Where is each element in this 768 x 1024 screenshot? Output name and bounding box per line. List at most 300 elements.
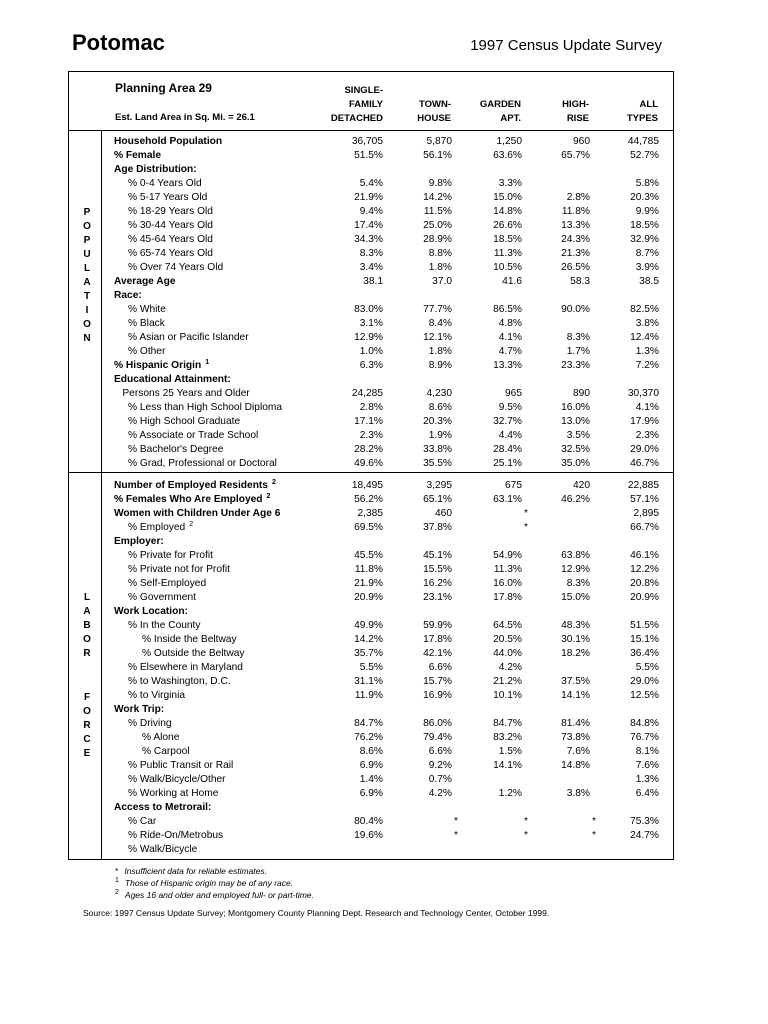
table-cell: 20.9% xyxy=(630,592,659,603)
table-cell: 46.2% xyxy=(561,494,590,505)
table-cell: * xyxy=(592,830,596,841)
table-cell: 1.9% xyxy=(428,430,452,441)
table-cell: 45.1% xyxy=(423,550,452,561)
row-label xyxy=(128,401,282,415)
table-cell: 11.3% xyxy=(493,564,522,575)
table-cell: 6.9% xyxy=(359,760,383,771)
table-cell: 23.3% xyxy=(561,360,590,371)
row-label-text: % Employed xyxy=(128,522,186,533)
table-cell: 21.9% xyxy=(354,578,383,589)
col-header-single-family: SINGLE- FAMILY DETACHED xyxy=(330,85,383,124)
table-cell: 20.9% xyxy=(354,592,383,603)
table-cell: 5.4% xyxy=(359,178,383,189)
table-cell: 18.5% xyxy=(493,234,522,245)
row-label-text: % Government xyxy=(128,592,196,603)
table-cell: 13.3% xyxy=(493,360,522,371)
table-cell: 12.9% xyxy=(561,564,590,575)
table-cell: 45.5% xyxy=(354,550,383,561)
row-label xyxy=(128,759,233,773)
table-cell: 7.6% xyxy=(635,760,659,771)
table-cell: 15.7% xyxy=(423,676,452,687)
table-cell: 4.2% xyxy=(428,788,452,799)
row-label xyxy=(142,633,237,647)
source-note: Source: 1997 Census Update Survey; Montgomery County Planning Dept. Research and Technology Center, October 1999. xyxy=(83,908,550,918)
table-cell: 37.5% xyxy=(561,676,590,687)
row-label xyxy=(128,619,201,633)
table-cell: 12.5% xyxy=(630,690,659,701)
side-letter: A xyxy=(83,277,91,288)
table-cell: 12.2% xyxy=(630,564,659,575)
table-cell: 81.4% xyxy=(561,718,590,729)
row-label xyxy=(128,205,213,219)
table-cell: 5.5% xyxy=(359,662,383,673)
table-cell: 30,370 xyxy=(627,388,659,399)
table-cell: 83.0% xyxy=(354,304,383,315)
table-cell: 63.8% xyxy=(561,550,590,561)
col-header-garden-apt: GARDEN APT. xyxy=(479,99,521,124)
row-label-text: % Car xyxy=(128,816,157,827)
row-label xyxy=(114,163,197,177)
row-label xyxy=(128,317,165,331)
row-label xyxy=(122,387,249,401)
table-cell: 24.7% xyxy=(630,830,659,841)
table-cell: 21.9% xyxy=(354,192,383,203)
row-label-text: Access to Metrorail: xyxy=(114,802,212,813)
table-cell: 90.0% xyxy=(561,304,590,315)
table-cell: 2.3% xyxy=(635,430,659,441)
table-cell: 49.6% xyxy=(354,458,383,469)
table-cell: 21.2% xyxy=(493,676,522,687)
row-label-text: % High School Graduate xyxy=(128,416,241,427)
table-cell: 1.5% xyxy=(498,746,522,757)
row-label-text: % Bachelor's Degree xyxy=(128,444,224,455)
table-cell: 2.3% xyxy=(359,430,383,441)
table-cell: 1,250 xyxy=(496,136,522,147)
table-cell: 14.2% xyxy=(423,192,452,203)
table-cell: 460 xyxy=(435,508,452,519)
row-label xyxy=(128,521,193,535)
table-cell: 10.5% xyxy=(493,262,522,273)
table-cell: 17.8% xyxy=(423,634,452,645)
table-cell: 57.1% xyxy=(630,494,659,505)
table-cell: 1.3% xyxy=(635,774,659,785)
row-label xyxy=(114,289,142,303)
table-cell: 86.0% xyxy=(423,718,452,729)
table-cell: 8.3% xyxy=(566,332,590,343)
table-cell: 28.2% xyxy=(354,444,383,455)
table-cell: * xyxy=(524,830,528,841)
table-cell: 9.4% xyxy=(359,206,383,217)
row-label-text: % Black xyxy=(128,318,165,329)
table-cell: 82.5% xyxy=(630,304,659,315)
row-label xyxy=(128,443,223,457)
table-cell: 63.1% xyxy=(493,494,522,505)
table-cell: 20.8% xyxy=(630,578,659,589)
table-cell: 24,285 xyxy=(351,388,383,399)
table-cell: 37.0 xyxy=(432,276,452,287)
table-cell: 4,230 xyxy=(426,388,452,399)
table-cell: 51.5% xyxy=(354,150,383,161)
row-label xyxy=(114,801,211,815)
row-label xyxy=(114,535,164,549)
row-label-text: % Elsewhere in Maryland xyxy=(128,662,243,673)
side-letter: O xyxy=(83,221,91,232)
table-cell: 58.3 xyxy=(570,276,590,287)
row-label-text: % 45-64 Years Old xyxy=(128,234,213,245)
table-cell: 14.1% xyxy=(493,760,522,771)
table-cell: 6.3% xyxy=(359,360,383,371)
row-label-text: % Private not for Profit xyxy=(128,564,230,575)
table-cell: 3.3% xyxy=(498,178,522,189)
table-cell: 48.3% xyxy=(561,620,590,631)
row-label-text: % 0-4 Years Old xyxy=(128,178,202,189)
table-cell: 8.7% xyxy=(635,248,659,259)
table-cell: 10.1% xyxy=(493,690,522,701)
table-cell: 7.6% xyxy=(566,746,590,757)
row-label xyxy=(128,591,196,605)
table-cell: 890 xyxy=(573,388,590,399)
table-cell: 76.7% xyxy=(630,732,659,743)
table-cell: 52.7% xyxy=(630,150,659,161)
row-label xyxy=(114,605,188,619)
row-label xyxy=(128,247,213,261)
side-letter: L xyxy=(83,592,91,603)
row-label-text: % White xyxy=(128,304,166,315)
table-cell: 2.8% xyxy=(359,402,383,413)
row-label xyxy=(128,661,243,675)
table-cell: 29.0% xyxy=(630,676,659,687)
table-cell: 6.9% xyxy=(359,788,383,799)
side-letter: A xyxy=(83,606,91,617)
table-cell: 77.7% xyxy=(423,304,452,315)
table-cell: 46.1% xyxy=(630,550,659,561)
table-cell: 5.5% xyxy=(635,662,659,673)
table-cell: 0.7% xyxy=(428,774,452,785)
table-cell: 8.9% xyxy=(428,360,452,371)
row-label-text: % Females Who Are Employed xyxy=(114,494,263,505)
row-label xyxy=(114,359,209,373)
table-cell: 14.8% xyxy=(561,760,590,771)
row-label xyxy=(142,731,179,745)
table-cell: * xyxy=(524,522,528,533)
row-label-text: Educational Attainment: xyxy=(114,374,231,385)
row-label xyxy=(128,331,249,345)
table-cell: 2.8% xyxy=(566,192,590,203)
table-cell: 11.8% xyxy=(354,564,383,575)
table-cell: 3.4% xyxy=(359,262,383,273)
table-cell: 56.2% xyxy=(354,494,383,505)
row-label-text: % 30-44 Years Old xyxy=(128,220,213,231)
table-cell: * xyxy=(524,816,528,827)
table-cell: 25.1% xyxy=(493,458,522,469)
table-cell: 15.1% xyxy=(630,634,659,645)
table-cell: 19.6% xyxy=(354,830,383,841)
row-label xyxy=(128,261,223,275)
row-label xyxy=(128,773,226,787)
row-label-text: Women with Children Under Age 6 xyxy=(114,508,281,519)
table-cell: 35.5% xyxy=(423,458,452,469)
table-cell: 18.5% xyxy=(630,220,659,231)
table-cell: 16.9% xyxy=(423,690,452,701)
table-cell: 64.5% xyxy=(493,620,522,631)
table-cell: 29.0% xyxy=(630,444,659,455)
col-header-townhouse: TOWN- HOUSE xyxy=(417,99,451,124)
table-cell: 16.2% xyxy=(423,578,452,589)
table-cell: 23.1% xyxy=(423,592,452,603)
table-cell: 17.8% xyxy=(493,592,522,603)
section-divider xyxy=(68,472,674,473)
page-title: Potomac xyxy=(72,30,165,55)
row-label-text: % Grad, Professional or Doctoral xyxy=(128,458,277,469)
table-cell: 31.1% xyxy=(354,676,383,687)
row-label-text: % to Virginia xyxy=(128,690,186,701)
survey-subtitle: 1997 Census Update Survey xyxy=(470,37,662,54)
table-cell: 12.4% xyxy=(630,332,659,343)
side-letter: P xyxy=(83,235,91,246)
table-cell: 1.8% xyxy=(428,262,452,273)
row-label-text: % Less than High School Diploma xyxy=(128,402,283,413)
table-cell: 3.1% xyxy=(359,318,383,329)
row-label-text: % Carpool xyxy=(142,746,190,757)
side-letter: L xyxy=(83,263,91,274)
row-label-text: Average Age xyxy=(114,276,176,287)
table-cell: 5.8% xyxy=(635,178,659,189)
table-cell: * xyxy=(524,508,528,519)
table-cell: 965 xyxy=(505,388,522,399)
row-label xyxy=(128,829,223,843)
table-cell: 24.3% xyxy=(561,234,590,245)
footnote-mark: * xyxy=(115,866,119,876)
row-label-text: % Driving xyxy=(128,718,172,729)
table-cell: 56.1% xyxy=(423,150,452,161)
table-cell: * xyxy=(454,816,458,827)
row-label xyxy=(142,745,190,759)
row-label-text: % Hispanic Origin xyxy=(114,360,202,371)
footnote-ref: 2 xyxy=(266,492,271,500)
row-label xyxy=(128,843,197,857)
table-cell: 13.0% xyxy=(561,416,590,427)
row-label xyxy=(114,703,164,717)
row-label-text: % Private for Profit xyxy=(128,550,213,561)
table-cell: 960 xyxy=(573,136,590,147)
table-cell: 38.1 xyxy=(363,276,383,287)
table-cell: 38.5 xyxy=(639,276,659,287)
footnote-text: Ages 16 and older and employed full- or part-time. xyxy=(124,890,314,900)
col-header-all-types: ALL TYPES xyxy=(626,99,658,124)
row-label-text: % 5-17 Years Old xyxy=(128,192,208,203)
table-cell: 35.7% xyxy=(354,648,383,659)
table-cell: 9.2% xyxy=(428,760,452,771)
row-label-text: % Self-Employed xyxy=(128,578,207,589)
table-cell: 11.3% xyxy=(493,248,522,259)
table-cell: 14.8% xyxy=(493,206,522,217)
table-cell: 51.5% xyxy=(630,620,659,631)
labor-force-side-label xyxy=(77,591,97,761)
table-cell: 37.8% xyxy=(423,522,452,533)
row-label xyxy=(128,233,213,247)
table-cell: 17.9% xyxy=(630,416,659,427)
table-cell: 66.7% xyxy=(630,522,659,533)
table-cell: 8.1% xyxy=(635,746,659,757)
row-label-text: % Ride-On/Metrobus xyxy=(128,830,224,841)
table-cell: 86.5% xyxy=(493,304,522,315)
table-cell: 36,705 xyxy=(351,136,383,147)
table-cell: 30.1% xyxy=(561,634,590,645)
footnote xyxy=(115,890,314,900)
row-label-text: Employer: xyxy=(114,536,164,547)
table-cell: 26.6% xyxy=(493,220,522,231)
side-letter: E xyxy=(83,748,91,759)
table-cell: 420 xyxy=(573,480,590,491)
header-divider xyxy=(68,130,674,131)
table-cell: 76.2% xyxy=(354,732,383,743)
land-area-label: Est. Land Area in Sq. Mi. = 26.1 xyxy=(115,112,255,123)
table-cell: * xyxy=(454,830,458,841)
table-cell: 34.3% xyxy=(354,234,383,245)
row-label-text: % Other xyxy=(128,346,166,357)
table-cell: 4.1% xyxy=(635,402,659,413)
table-cell: 1.4% xyxy=(359,774,383,785)
table-cell: 9.5% xyxy=(498,402,522,413)
row-label xyxy=(128,577,206,591)
row-label xyxy=(114,507,280,521)
row-label-text: % In the County xyxy=(128,620,201,631)
table-cell: 26.5% xyxy=(561,262,590,273)
table-cell: 80.4% xyxy=(354,816,383,827)
footnote-ref: 1 xyxy=(205,358,210,366)
table-cell: 65.1% xyxy=(423,494,452,505)
table-cell: 11.5% xyxy=(423,206,452,217)
table-cell: 20.3% xyxy=(630,192,659,203)
row-label xyxy=(128,689,185,703)
side-letter: B xyxy=(83,620,91,631)
row-label-text: Persons 25 Years and Older xyxy=(122,388,250,399)
table-cell: 54.9% xyxy=(493,550,522,561)
table-cell: 3,295 xyxy=(426,480,452,491)
table-cell: 4.4% xyxy=(498,430,522,441)
row-label xyxy=(128,303,166,317)
table-cell: 36.4% xyxy=(630,648,659,659)
table-cell: 675 xyxy=(505,480,522,491)
table-cell: 22,885 xyxy=(627,480,659,491)
side-letter: C xyxy=(83,734,91,745)
table-cell: 8.6% xyxy=(428,402,452,413)
table-cell: 8.3% xyxy=(359,248,383,259)
table-cell: 1.7% xyxy=(566,346,590,357)
table-cell: 32.5% xyxy=(561,444,590,455)
row-label xyxy=(128,787,218,801)
side-letter: I xyxy=(85,305,89,316)
row-label-text: Race: xyxy=(114,290,142,301)
row-label xyxy=(128,563,230,577)
table-cell: 79.4% xyxy=(423,732,452,743)
row-label-text: Household Population xyxy=(114,136,223,147)
row-label xyxy=(128,549,213,563)
table-cell: 32.9% xyxy=(630,234,659,245)
row-label xyxy=(128,177,202,191)
table-cell: 4.7% xyxy=(498,346,522,357)
table-cell: 33.8% xyxy=(423,444,452,455)
table-cell: 13.3% xyxy=(561,220,590,231)
row-label xyxy=(128,345,165,359)
table-cell: 8.3% xyxy=(566,578,590,589)
row-label-text: % 18-29 Years Old xyxy=(128,206,213,217)
table-cell: 75.3% xyxy=(630,816,659,827)
col-header-high-rise: HIGH- RISE xyxy=(562,99,589,124)
table-cell: 3.8% xyxy=(635,318,659,329)
table-cell: 12.1% xyxy=(423,332,452,343)
table-cell: 17.1% xyxy=(354,416,383,427)
row-label xyxy=(128,815,156,829)
footnote-text: Insufficient data for reliable estimates. xyxy=(124,866,267,876)
side-letter: O xyxy=(83,319,91,330)
footnote-mark: 2 xyxy=(115,889,119,897)
table-cell: 1.0% xyxy=(359,346,383,357)
row-label xyxy=(114,373,231,387)
row-label xyxy=(114,149,161,163)
row-label xyxy=(114,479,276,493)
table-cell: 5,870 xyxy=(426,136,452,147)
row-label xyxy=(128,219,213,233)
footnote xyxy=(115,878,293,888)
side-letter: O xyxy=(83,634,91,645)
row-label-text: % Asian or Pacific Islander xyxy=(128,332,249,343)
table-cell: 12.9% xyxy=(354,332,383,343)
side-letter: P xyxy=(83,207,91,218)
table-cell: 35.0% xyxy=(561,458,590,469)
table-cell: 1.2% xyxy=(498,788,522,799)
table-cell: 3.9% xyxy=(635,262,659,273)
footnote-ref: 2 xyxy=(189,520,194,528)
table-cell: 7.2% xyxy=(635,360,659,371)
row-label-text: % Inside the Beltway xyxy=(142,634,237,645)
table-cell: 18.2% xyxy=(561,648,590,659)
table-cell: 20.3% xyxy=(423,416,452,427)
side-letter: O xyxy=(83,706,91,717)
row-label xyxy=(114,275,176,289)
row-label-text: % Associate or Trade School xyxy=(128,430,259,441)
row-label xyxy=(114,493,270,507)
row-label xyxy=(142,647,245,661)
table-cell: 11.8% xyxy=(561,206,590,217)
table-cell: 14.1% xyxy=(561,690,590,701)
table-cell: 9.8% xyxy=(428,178,452,189)
footnote-text: Those of Hispanic origin may be of any race. xyxy=(124,878,294,888)
table-cell: 46.7% xyxy=(630,458,659,469)
table-cell: 44.0% xyxy=(493,648,522,659)
row-label-text: % Over 74 Years Old xyxy=(128,262,224,273)
table-cell: 16.0% xyxy=(493,578,522,589)
row-label-text: Number of Employed Residents xyxy=(114,480,268,491)
table-cell: 9.9% xyxy=(635,206,659,217)
table-cell: 28.9% xyxy=(423,234,452,245)
table-cell: 6.4% xyxy=(635,788,659,799)
table-cell: 16.0% xyxy=(561,402,590,413)
table-cell: 49.9% xyxy=(354,620,383,631)
table-cell: 6.6% xyxy=(428,662,452,673)
row-label-text: % Outside the Beltway xyxy=(142,648,245,659)
table-cell: 28.4% xyxy=(493,444,522,455)
side-letter: U xyxy=(83,249,91,260)
side-letter: T xyxy=(83,291,91,302)
row-label-text: % Working at Home xyxy=(128,788,219,799)
table-cell: 4.8% xyxy=(498,318,522,329)
table-cell: 15.0% xyxy=(561,592,590,603)
table-cell: 8.8% xyxy=(428,248,452,259)
row-label-text: % Public Transit or Rail xyxy=(128,760,234,771)
side-divider xyxy=(101,131,102,860)
table-cell: 20.5% xyxy=(493,634,522,645)
